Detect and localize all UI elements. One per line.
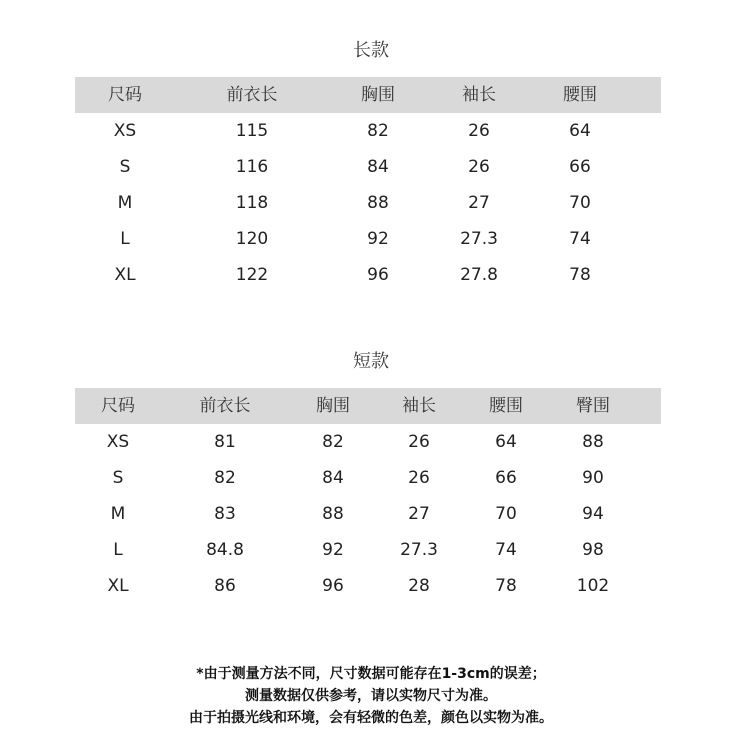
column-header: 胸围: [316, 396, 350, 416]
table-cell: 102: [576, 576, 610, 596]
short-size-table: [75, 388, 661, 604]
table-cell: XL: [107, 576, 129, 596]
table-cell: 27.3: [400, 540, 438, 560]
table-cell: 74: [495, 540, 517, 560]
table-cell: 98: [582, 540, 604, 560]
table-cell: 26: [468, 121, 490, 141]
long-size-table: [75, 77, 661, 293]
table-cell: 84.8: [206, 540, 244, 560]
note-line: *由于测量方法不同，尺寸数据可能存在1-3cm的误差；: [196, 666, 546, 682]
table-cell: M: [117, 193, 133, 213]
table-header: [75, 388, 661, 424]
table-cell: 78: [495, 576, 517, 596]
table-cell: XS: [106, 432, 130, 452]
table-row: [75, 532, 661, 568]
table-cell: 122: [235, 265, 269, 285]
table-cell: 28: [408, 576, 430, 596]
table-cell: 74: [569, 229, 591, 249]
table-cell: 116: [235, 157, 269, 177]
table-cell: L: [120, 229, 130, 249]
long-style-title: 长款: [353, 40, 389, 61]
column-header: 前衣长: [226, 85, 278, 105]
table-cell: 64: [569, 121, 591, 141]
table-cell: 86: [214, 576, 236, 596]
table-cell: 84: [322, 468, 344, 488]
table-cell: 66: [569, 157, 591, 177]
table-cell: 92: [367, 229, 389, 249]
table-cell: 27.3: [460, 229, 498, 249]
table-header: [75, 77, 661, 113]
table-cell: 115: [235, 121, 269, 141]
column-header: 胸围: [361, 85, 395, 105]
table-cell: 26: [468, 157, 490, 177]
table-cell: 82: [367, 121, 389, 141]
table-cell: S: [112, 468, 124, 488]
table-row: [75, 496, 661, 532]
table-cell: 26: [408, 432, 430, 452]
table-row: [75, 257, 661, 293]
table-cell: 92: [322, 540, 344, 560]
table-cell: 96: [322, 576, 344, 596]
table-cell: S: [119, 157, 131, 177]
table-cell: 90: [582, 468, 604, 488]
table-cell: 27: [408, 504, 430, 524]
note-line: 测量数据仅供参考，请以实物尺寸为准。: [245, 688, 497, 704]
table-cell: 70: [569, 193, 591, 213]
column-header: 尺码: [101, 396, 135, 416]
table-cell: 120: [235, 229, 269, 249]
table-cell: 78: [569, 265, 591, 285]
table-cell: 82: [322, 432, 344, 452]
short-style-title: 短款: [353, 351, 389, 372]
table-cell: 66: [495, 468, 517, 488]
table-cell: 96: [367, 265, 389, 285]
note-line: 由于拍摄光线和环境，会有轻微的色差，颜色以实物为准。: [189, 710, 553, 726]
table-cell: 27.8: [460, 265, 498, 285]
table-row: [75, 460, 661, 496]
table-row: [75, 424, 661, 460]
table-row: [75, 113, 661, 149]
table-cell: 83: [214, 504, 236, 524]
table-cell: 70: [495, 504, 517, 524]
table-cell: XL: [114, 265, 136, 285]
column-header: 袖长: [402, 396, 436, 416]
column-header: 尺码: [108, 85, 142, 105]
column-header: 腰围: [489, 396, 523, 416]
table-cell: 64: [495, 432, 517, 452]
table-row: [75, 568, 661, 604]
table-row: [75, 149, 661, 185]
table-cell: 82: [214, 468, 236, 488]
table-cell: L: [113, 540, 123, 560]
table-cell: 88: [582, 432, 604, 452]
table-cell: 26: [408, 468, 430, 488]
table-cell: 88: [322, 504, 344, 524]
table-cell: 88: [367, 193, 389, 213]
table-cell: M: [110, 504, 126, 524]
table-cell: 94: [582, 504, 604, 524]
table-cell: 27: [468, 193, 490, 213]
table-row: [75, 221, 661, 257]
table-cell: 118: [235, 193, 269, 213]
column-header: 前衣长: [199, 396, 251, 416]
column-header: 臀围: [576, 396, 610, 416]
table-cell: 84: [367, 157, 389, 177]
table-row: [75, 185, 661, 221]
size-notes: [0, 663, 742, 729]
column-header: 腰围: [563, 85, 597, 105]
column-header: 袖长: [462, 85, 496, 105]
table-cell: 81: [214, 432, 236, 452]
table-cell: XS: [113, 121, 137, 141]
